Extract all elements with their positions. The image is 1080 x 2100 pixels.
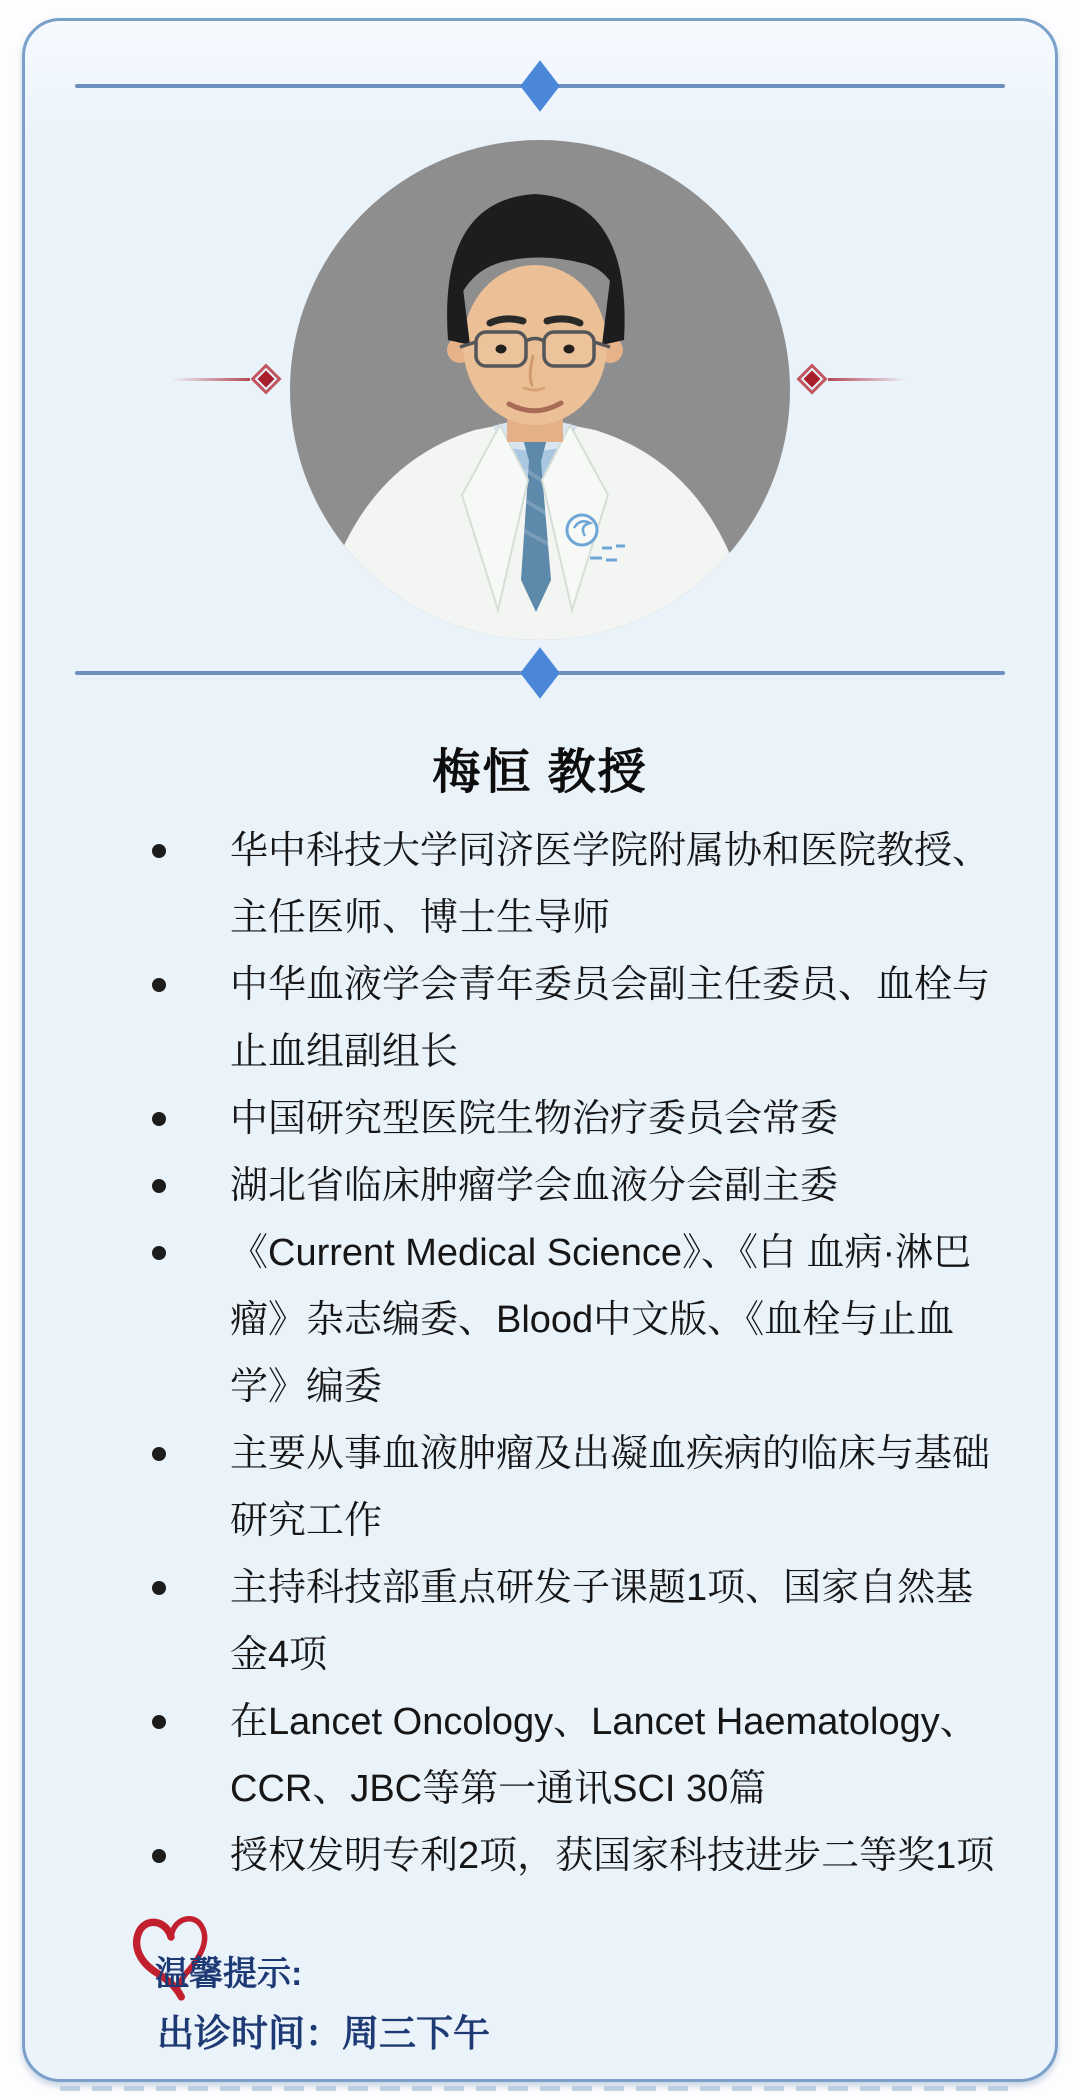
doctor-photo [290, 140, 790, 640]
credentials-list [150, 818, 1010, 1890]
credential-text: 中华血液学会青年委员会副主任委员、血栓与止血组副组长 [230, 964, 991, 1073]
credential-item [150, 1220, 1010, 1421]
bullet-icon [152, 1112, 166, 1126]
profile-card [22, 18, 1058, 2082]
credential-item [150, 1086, 1010, 1153]
bottom-edge-strip [60, 2086, 1020, 2091]
bullet-icon [152, 1715, 166, 1729]
credential-text: 湖北省临床肿瘤学会血液分会副主委 [230, 1165, 839, 1207]
bullet-icon [152, 1581, 166, 1595]
credential-item [150, 818, 1010, 952]
credential-text: 在Lancet Oncology、Lancet Haematology、CCR、JBC等第一通讯SCI 30篇 [230, 1701, 978, 1810]
blue-diamond-icon [520, 647, 560, 698]
credential-item [150, 1153, 1010, 1220]
credential-item [150, 1555, 1010, 1689]
red-diamond-icon-right [796, 363, 827, 394]
credential-item [150, 1823, 1010, 1890]
credential-text: 《Current Medical Science》、《白 血病·淋巴瘤》杂志编委、Blood中文版、《血栓与止血学》编委 [230, 1232, 972, 1408]
credential-text: 主要从事血液肿瘤及出凝血疾病的临床与基础研究工作 [230, 1433, 991, 1542]
bullet-icon [152, 1849, 166, 1863]
right-red-line [828, 378, 906, 381]
credential-item [150, 1689, 1010, 1823]
credential-text: 授权发明专利2项，获国家科技进步二等奖1项 [230, 1835, 995, 1877]
credential-text: 主持科技部重点研发子课题1项、国家自然基金4项 [230, 1567, 974, 1676]
bullet-icon [152, 1447, 166, 1461]
doctor-name: 梅恒 教授 [432, 746, 648, 799]
bullet-icon [152, 978, 166, 992]
schedule-text: 出诊时间：周三下午 [157, 2013, 490, 2054]
bullet-icon [152, 1179, 166, 1193]
credential-text: 华中科技大学同济医学院附属协和医院教授、主任医师、博士生导师 [230, 830, 991, 939]
blue-diamond-icon [520, 60, 560, 111]
bullet-icon [152, 844, 166, 858]
tips-label: 温馨提示: [155, 1955, 303, 1993]
credential-item [150, 1421, 1010, 1555]
credential-item [150, 952, 1010, 1086]
bullet-icon [152, 1246, 166, 1260]
red-diamond-icon-left [250, 363, 281, 394]
doctor-portrait-illustration [290, 140, 790, 640]
left-red-line [172, 378, 250, 381]
credential-text: 中国研究型医院生物治疗委员会常委 [230, 1098, 839, 1140]
